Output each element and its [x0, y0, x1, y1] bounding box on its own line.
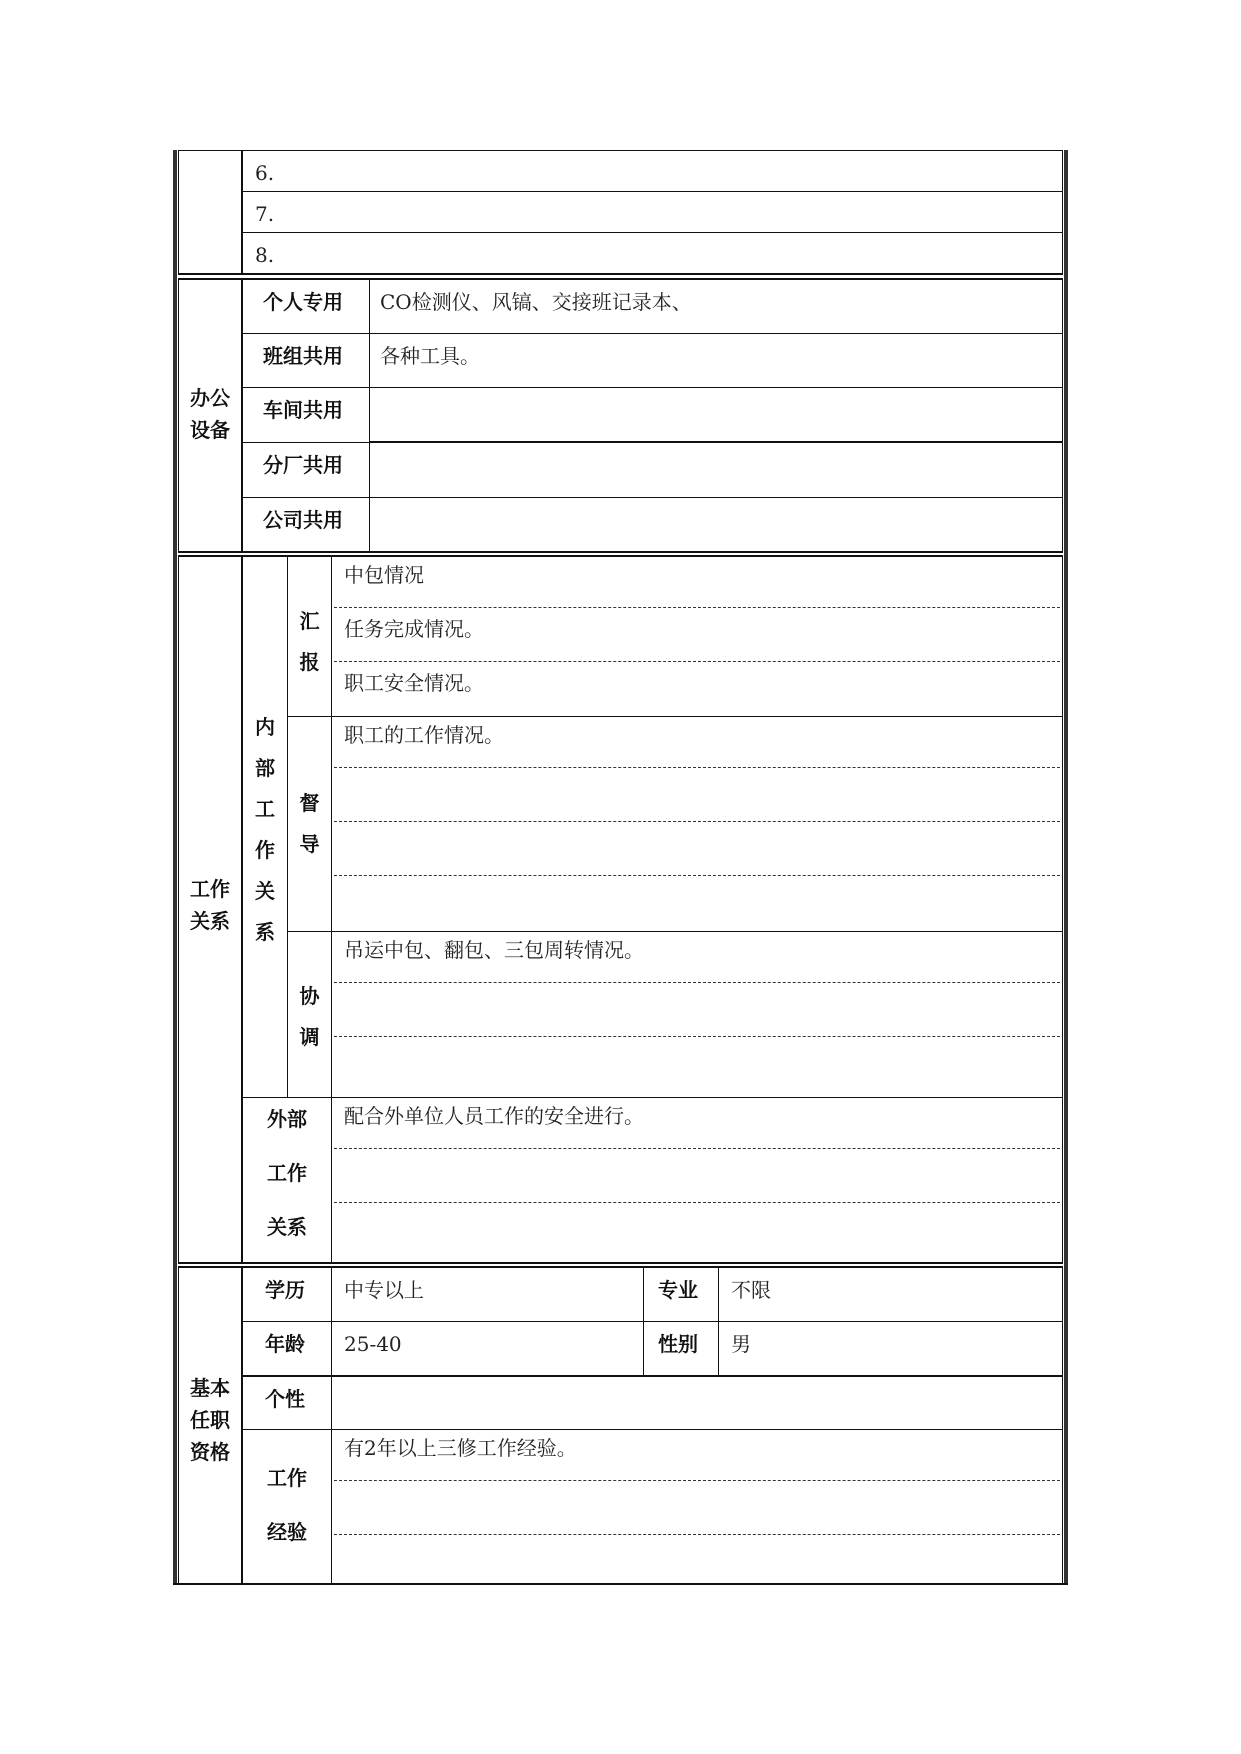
top-row-8	[242, 232, 1063, 274]
office-row-label-branch: 分厂共用	[242, 442, 370, 498]
external-relations-label: 外部 工作 关系	[242, 1097, 332, 1263]
experience-line-1: 有2年以上三修工作经验。	[344, 1436, 577, 1460]
top-row-7-text: 7.	[255, 202, 275, 226]
bottom-border	[173, 1583, 1068, 1585]
office-label-line2: 设备	[190, 418, 230, 442]
major-value: 不限	[718, 1267, 1063, 1322]
office-row-value-branch	[369, 442, 1063, 498]
office-row-value-company	[369, 497, 1063, 552]
major-label: 专业	[643, 1267, 719, 1322]
top-row-8-text: 8.	[255, 243, 275, 267]
gender-label: 性别	[643, 1321, 719, 1376]
supervise-line-1: 职工的工作情况。	[344, 723, 504, 747]
internal-relations-label: 内 部 工 作 关 系	[242, 556, 288, 1098]
top-row-6-text: 6.	[255, 161, 275, 185]
outer-left-border	[173, 150, 177, 1584]
personality-value	[331, 1375, 1063, 1430]
coordinate-line-1: 吊运中包、翻包、三包周转情况。	[344, 938, 644, 962]
office-label-line1: 办公	[190, 386, 230, 410]
coordinate-content	[331, 931, 1063, 1098]
outer-right-border	[1064, 150, 1068, 1584]
work-label-line1: 工作	[190, 877, 230, 901]
supervise-label: 督 导	[287, 716, 332, 932]
top-row-7	[242, 191, 1063, 233]
experience-label: 工作 经验	[242, 1429, 332, 1584]
supervise-content	[331, 716, 1063, 932]
gender-value: 男	[718, 1321, 1063, 1376]
report-line-3: 职工安全情况。	[344, 671, 484, 695]
office-row-value-personal: CO检测仪、风镐、交接班记录本、	[369, 279, 1063, 334]
external-relations-content	[331, 1097, 1063, 1263]
report-line-1: 中包情况	[344, 563, 424, 587]
office-row-label-personal: 个人专用	[242, 279, 370, 334]
office-row-value-team: 各种工具。	[369, 333, 1063, 388]
edu-value: 中专以上	[331, 1267, 644, 1322]
report-content	[331, 556, 1063, 717]
age-label: 年龄	[242, 1321, 332, 1376]
age-value: 25-40	[331, 1321, 644, 1376]
edu-label: 学历	[242, 1267, 332, 1322]
work-label-line2: 关系	[190, 909, 230, 933]
office-row-value-workshop	[369, 387, 1063, 443]
report-line-2: 任务完成情况。	[344, 617, 484, 641]
office-row-label-workshop: 车间共用	[242, 387, 370, 443]
personality-label: 个性	[242, 1375, 332, 1430]
office-section-label	[178, 279, 242, 552]
external-line-1: 配合外单位人员工作的安全进行。	[344, 1104, 644, 1128]
top-row-6	[242, 150, 1063, 192]
work-section-label	[178, 556, 242, 1263]
qual-section-label: 基本 任职 资格	[178, 1267, 242, 1584]
office-row-label-company: 公司共用	[242, 497, 370, 552]
office-row-label-team: 班组共用	[242, 333, 370, 388]
top-section-label-cell	[178, 150, 242, 274]
report-label: 汇 报	[287, 556, 332, 717]
coordinate-label: 协 调	[287, 931, 332, 1098]
experience-content	[331, 1429, 1063, 1584]
